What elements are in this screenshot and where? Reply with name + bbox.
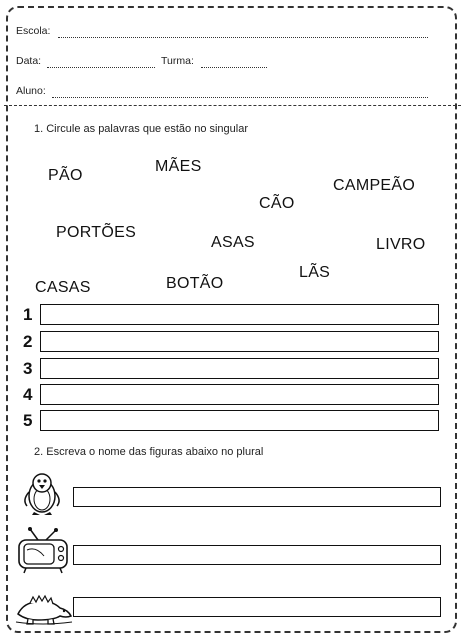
student-field[interactable]	[52, 97, 428, 98]
penguin-icon	[18, 470, 66, 516]
line-number: 4	[23, 385, 33, 404]
class-field[interactable]	[201, 67, 267, 68]
school-label: Escola:	[16, 25, 51, 37]
question-2: 2. Escreva o nome das figuras abaixo no plural	[34, 446, 264, 458]
word-maes[interactable]: MÃES	[155, 158, 202, 175]
word-portoes[interactable]: PORTÕES	[56, 224, 137, 241]
television-icon	[16, 526, 70, 574]
answer-box-2[interactable]	[40, 331, 439, 352]
dinosaur-icon	[14, 590, 74, 626]
word-casas[interactable]: CASAS	[35, 279, 91, 296]
figure-answer-box-2[interactable]	[73, 545, 441, 565]
date-label: Data:	[16, 55, 42, 67]
school-field[interactable]	[58, 37, 428, 38]
student-label: Aluno:	[16, 85, 46, 97]
line-number: 3	[23, 359, 33, 378]
line-number: 1	[23, 305, 33, 324]
word-cao[interactable]: CÃO	[259, 195, 295, 212]
header-divider	[4, 105, 461, 106]
figure-answer-box-3[interactable]	[73, 597, 441, 617]
word-botao[interactable]: BOTÃO	[166, 275, 224, 292]
answer-box-5[interactable]	[40, 410, 439, 431]
answer-box-1[interactable]	[40, 304, 439, 325]
answer-box-3[interactable]	[40, 358, 439, 379]
word-livro[interactable]: LIVRO	[376, 236, 426, 253]
date-field[interactable]	[47, 67, 155, 68]
figure-answer-box-1[interactable]	[73, 487, 441, 507]
word-campeao[interactable]: CAMPEÃO	[333, 177, 416, 194]
answer-box-4[interactable]	[40, 384, 439, 405]
line-number: 5	[23, 411, 33, 430]
question-1: 1. Circule as palavras que estão no singular	[34, 123, 249, 135]
class-label: Turma:	[161, 55, 194, 67]
word-asas[interactable]: ASAS	[211, 234, 255, 251]
word-pao[interactable]: PÃO	[48, 167, 83, 184]
word-las[interactable]: LÃS	[299, 264, 331, 281]
line-number: 2	[23, 332, 33, 351]
